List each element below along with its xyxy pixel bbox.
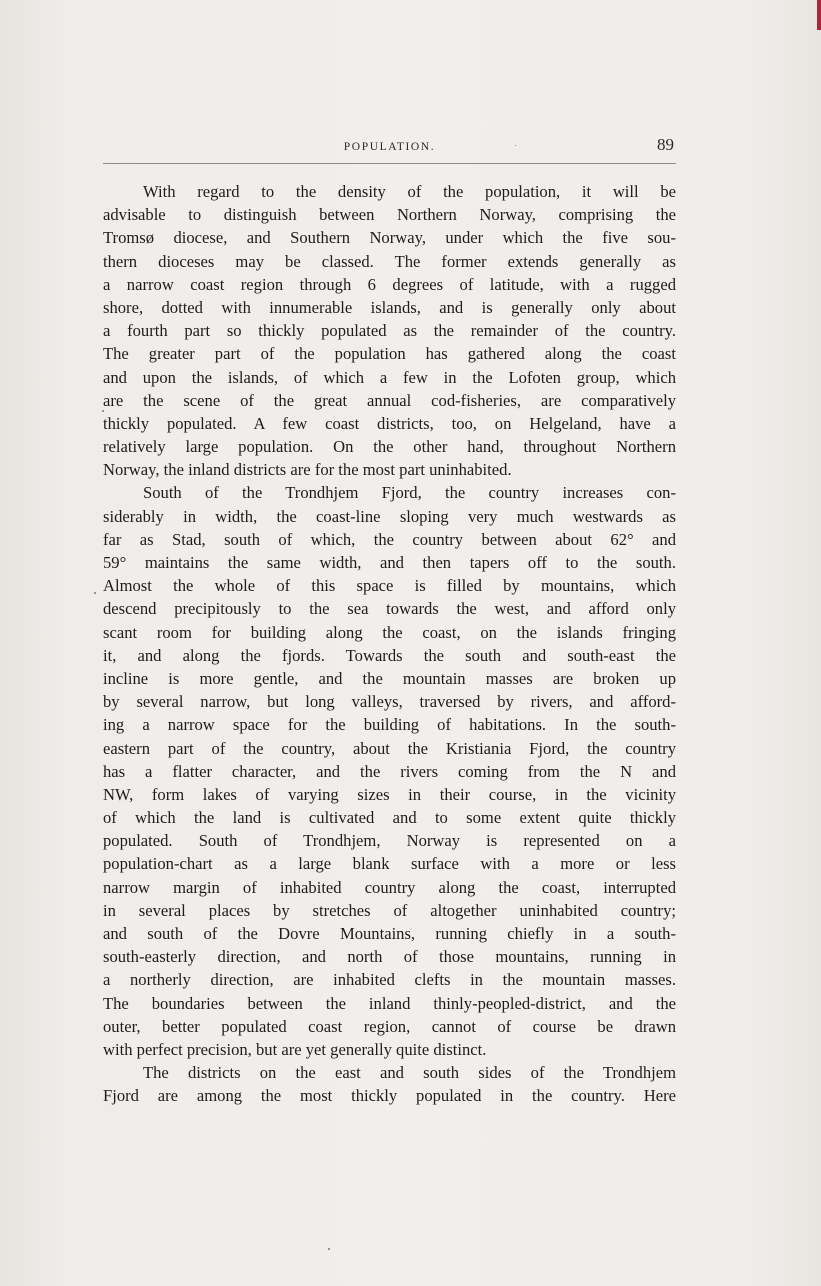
text-line: of which the land is cultivated and to some extent quite thickly bbox=[103, 808, 676, 828]
text-line: a fourth part so thickly populated as the remainder of the country. bbox=[103, 321, 676, 341]
text-line: incline is more gentle, and the mountain masses are broken up bbox=[103, 668, 676, 688]
text-line: NW, form lakes of varying sizes in their course, in the vicinity bbox=[103, 784, 676, 804]
text-line: The boundaries between the inland thinly-peopled-district, and the bbox=[103, 993, 676, 1013]
text-line: With regard to the density of the population, it will be bbox=[143, 182, 676, 201]
page-edge-mark bbox=[817, 0, 821, 30]
text-line: advisable to distinguish between Northern Norway, comprising the bbox=[103, 205, 676, 225]
text-line: thickly populated. A few coast districts, too, on Helgeland, have a bbox=[103, 413, 676, 433]
paper-speck bbox=[328, 1248, 330, 1250]
text-line: Norway, the inland districts are for the most part uninhabited. bbox=[103, 460, 512, 480]
text-line: a northerly direction, are inhabited clefts in the mountain masses. bbox=[103, 970, 676, 990]
page-number: 89 bbox=[657, 135, 674, 154]
text-line: south-easterly direction, and north of those mountains, running in bbox=[103, 947, 676, 967]
text-line: and south of the Dovre Mountains, running chiefly in a south- bbox=[103, 924, 676, 943]
paper-speck bbox=[515, 145, 516, 146]
text-line: The greater part of the population has gathered along the coast bbox=[103, 344, 676, 364]
text-line: outer, better populated coast region, cannot of course be drawn bbox=[103, 1016, 676, 1036]
text-line: South of the Trondhjem Fjord, the country increases con- bbox=[143, 483, 676, 503]
header-rule bbox=[103, 163, 676, 164]
body-text bbox=[103, 180, 676, 1108]
text-line: eastern part of the country, about the Kristiania Fjord, the country bbox=[103, 738, 676, 758]
text-line: by several narrow, but long valleys, traversed by rivers, and afford- bbox=[103, 692, 676, 712]
text-line: Tromsø diocese, and Southern Norway, under which the five sou- bbox=[103, 228, 676, 248]
text-line: are the scene of the great annual cod-fisheries, are comparatively bbox=[103, 390, 676, 410]
paper-speck bbox=[94, 592, 96, 594]
paper-speck bbox=[102, 410, 104, 412]
text-line: scant room for building along the coast, on the islands fringing bbox=[103, 622, 676, 642]
text-line: in several places by stretches of altogether uninhabited country; bbox=[103, 900, 676, 920]
text-line: far as Stad, south of which, the country between about 62° and bbox=[103, 529, 676, 549]
text-line: descend precipitously to the sea towards the west, and afford only bbox=[103, 599, 676, 619]
text-line: it, and along the fjords. Towards the south and south-east the bbox=[103, 645, 676, 665]
text-line: relatively large population. On the other hand, throughout Northern bbox=[103, 437, 676, 457]
text-line: has a flatter character, and the rivers coming from the N and bbox=[103, 761, 676, 781]
text-line: with perfect precision, but are yet generally quite distinct. bbox=[103, 1039, 487, 1059]
text-line: populated. South of Trondhjem, Norway is represented on a bbox=[103, 831, 676, 851]
text-line: ing a narrow space for the building of habitations. In the south- bbox=[103, 715, 676, 735]
text-line: Almost the whole of this space is filled by mountains, which bbox=[103, 576, 676, 596]
text-line: population-chart as a large blank surface with a more or less bbox=[103, 854, 676, 874]
text-line: shore, dotted with innumerable islands, and is generally only about bbox=[103, 297, 676, 317]
text-line: 59° maintains the same width, and then tapers off to the south. bbox=[103, 553, 676, 572]
text-line: The districts on the east and south sides of the Trondhjem bbox=[143, 1063, 676, 1083]
running-head bbox=[103, 133, 676, 161]
text-line: narrow margin of inhabited country along the coast, interrupted bbox=[103, 877, 676, 897]
running-title: POPULATION. bbox=[343, 141, 436, 153]
text-line: and upon the islands, of which a few in the Lofoten group, which bbox=[103, 367, 676, 387]
text-line: siderably in width, the coast-line sloping very much westwards as bbox=[103, 506, 676, 526]
text-line: thern dioceses may be classed. The former extends generally as bbox=[103, 251, 676, 271]
text-line: Fjord are among the most thickly populated in the country. Here bbox=[103, 1086, 676, 1106]
text-line: a narrow coast region through 6 degrees of latitude, with a rugged bbox=[103, 274, 676, 294]
